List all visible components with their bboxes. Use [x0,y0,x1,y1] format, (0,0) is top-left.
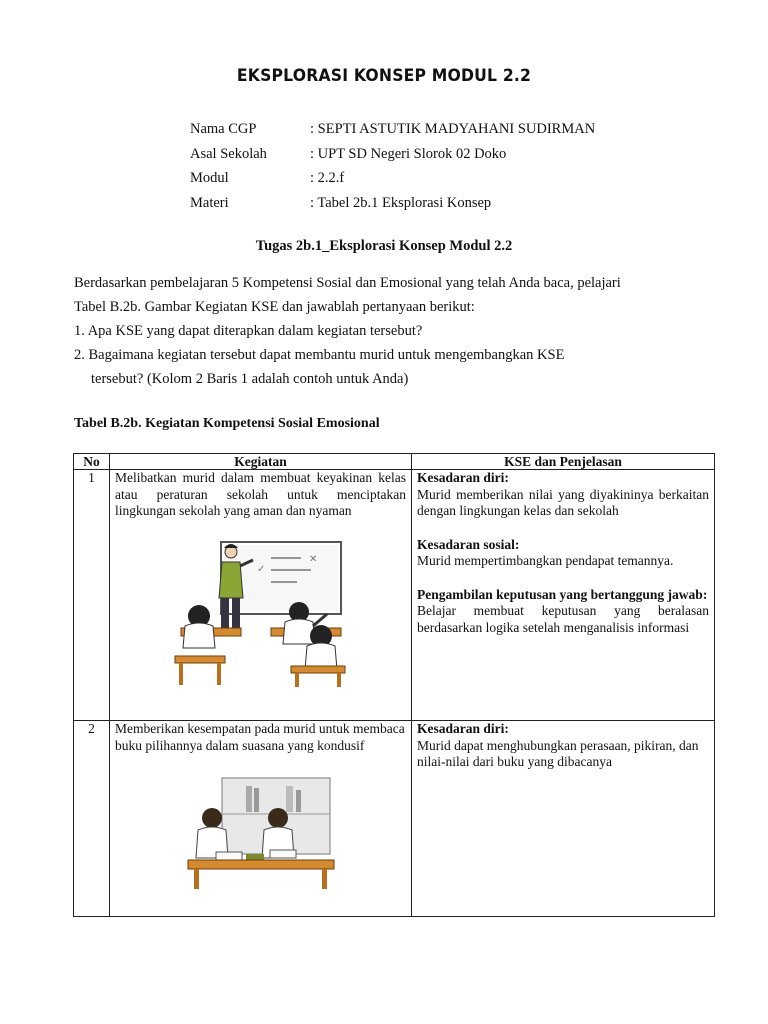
identity-row-sekolah [190,146,595,171]
page-title: EKSPLORASI KONSEP MODUL 2.2 [236,66,532,86]
students-reading-illustration [186,774,336,890]
row-number: 2 [74,721,110,917]
kse-text: Murid mempertimbangkan pendapat temannya. [417,553,674,568]
identity-value: : SEPTI ASTUTIK MADYAHANI SUDIRMAN [310,121,596,137]
kse-title: Kesadaran diri: [417,470,509,485]
classroom-discussion-illustration [171,536,351,688]
kegiatan-text: Memberikan kesempatan pada murid untuk membaca buku pilihannya dalam suasana yang kondusif [115,721,405,753]
kegiatan-text: Melibatkan murid dalam membuat keyakinan kelas atau peraturan sekolah untuk menciptakan lingkungan sekolah yang aman dan nyaman [115,470,406,518]
kse-title: Kesadaran sosial: [417,536,520,552]
identity-value: : Tabel 2b.1 Eksplorasi Konsep [310,194,492,211]
table-header-row [74,454,715,470]
identity-row-materi [190,195,595,220]
table-row [74,470,715,721]
svg-text:✓: ✓ [256,563,265,575]
kse-text: Murid dapat menghubungkan perasaan, pikiran, dan nilai-nilai dari buku yang dibacanya [417,737,699,769]
kse-title: Kesadaran diri: [417,721,509,736]
instruction-line: Berdasarkan pembelajaran 5 Kompetensi Sosial dan Emosional yang telah Anda baca, pelajari [74,275,621,291]
identity-row-nama [190,121,595,146]
table-row [74,721,715,917]
identity-row-modul [190,170,595,195]
instructions [74,273,714,393]
instruction-line: Tabel B.2b. Gambar Kegiatan KSE dan jawablah pertanyaan berikut: [74,299,475,315]
header-no: No [74,454,110,470]
row-number: 1 [74,470,110,721]
kse-text: Belajar membuat keputusan yang beralasan berdasarkan logika setelah menganalisis informasi [417,603,709,635]
table-caption: Tabel B.2b. Kegiatan Kompetensi Sosial Emosional [74,416,380,431]
identity-label: Nama CGP [190,121,257,137]
identity-value: : UPT SD Negeri Slorok 02 Doko [310,145,507,162]
identity-value: : 2.2.f [310,170,345,186]
kegiatan-cell [110,721,412,917]
question-2: 2. Bagaimana kegiatan tersebut dapat membantu murid untuk mengembangkan KSE [74,347,565,363]
kse-cell [412,721,715,917]
question-2-continued: tersebut? (Kolom 2 Baris 1 adalah contoh untuk Anda) [91,371,409,387]
header-kegiatan: Kegiatan [110,454,412,470]
kse-table [73,453,715,917]
kse-cell [412,470,715,721]
identity-label: Modul [190,170,229,186]
question-1: 1. Apa KSE yang dapat diterapkan dalam kegiatan tersebut? [74,323,423,339]
identity-label: Materi [190,194,229,211]
identity-block [190,121,595,219]
identity-label: Asal Sekolah [190,145,267,162]
kse-text: Murid memberikan nilai yang diyakininya berkaitan dengan lingkungan kelas dan sekolah [417,486,709,518]
header-kse: KSE dan Penjelasan [412,454,715,470]
task-subtitle: Tugas 2b.1_Eksplorasi Konsep Modul 2.2 [255,238,513,254]
kse-title: Pengambilan keputusan yang bertanggung jawab: [417,586,708,602]
svg-text:✕: ✕ [308,553,317,565]
kegiatan-cell [110,470,412,721]
